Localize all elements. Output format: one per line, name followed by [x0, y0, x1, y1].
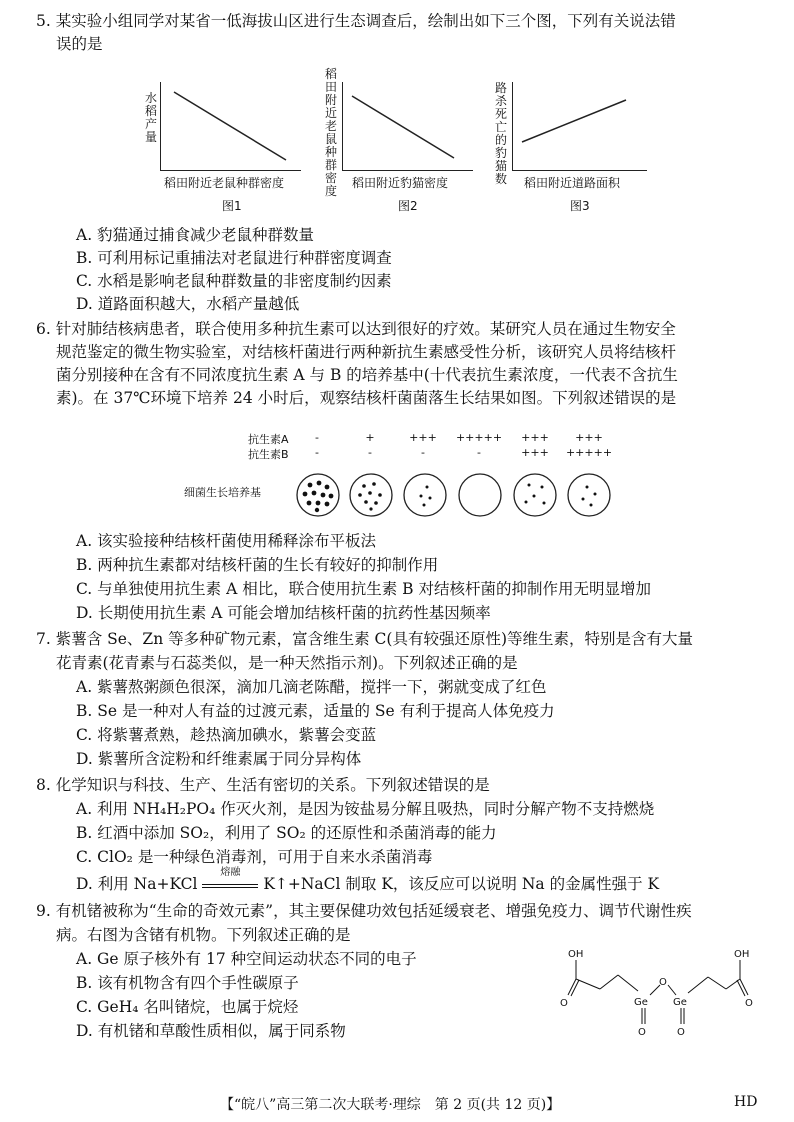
q7-option-a: A. 紫薯熬粥颜色很深，滴加几滴老陈醋，搅拌一下，粥就变成了红色 — [76, 678, 547, 696]
q9-option-b: B. 该有机物含有四个手性碳原子 — [76, 974, 299, 992]
q9-option-a: A. Ge 原子核外有 17 种空间运动状态不同的电子 — [76, 950, 417, 968]
petri-dish-1 — [297, 474, 339, 516]
fig1-xlabel: 稻田附近老鼠种群密度 — [164, 176, 285, 190]
q9-option-d: D. 有机锗和草酸性质相似，属于同系物 — [76, 1022, 346, 1040]
o-label-bridge: O — [659, 977, 667, 988]
dish-row-label: 细菌生长培养基 — [184, 486, 261, 499]
q7-option-c: C. 将紫薯煮熟，趁热滴加碘水，紫薯会变蓝 — [76, 726, 377, 744]
row-b-cell: +++ — [521, 446, 549, 459]
q8-option-b: B. 红酒中添加 SO₂，利用了 SO₂ 的还原性和杀菌消毒的能力 — [76, 824, 497, 842]
q6-stem-line3: 菌分别接种在含有不同浓度抗生素 A 与 B 的培养基中(十代表抗生素浓度，一代表不含抗生 — [56, 366, 678, 384]
q5-option-d: D. 道路面积越大，水稻产量越低 — [76, 295, 300, 313]
fig1-line — [160, 82, 300, 170]
o-label-right: O — [745, 998, 753, 1009]
q5-stem-line1: 5. 某实验小组同学对某省一低海拔山区进行生态调查后，绘制出如下三个图，下列有关说法错 — [36, 12, 676, 30]
ge-label-right: Ge — [673, 997, 687, 1008]
fig1-caption: 图1 — [222, 199, 242, 213]
petri-dish-2 — [350, 474, 392, 516]
q6-option-a: A. 该实验接种结核杆菌使用稀释涂布平板法 — [76, 532, 377, 550]
row-a-cell: + — [365, 431, 375, 444]
petri-dish-6 — [568, 474, 610, 516]
fig3-ylabel: 路杀死亡的豹猫数 — [494, 81, 507, 186]
q5-option-b: B. 可利用标记重捕法对老鼠进行种群密度调查 — [76, 249, 392, 267]
oh-label-left: OH — [568, 949, 584, 960]
petri-dish-5 — [514, 474, 556, 516]
q8-option-c: C. ClO₂ 是一种绿色消毒剂，可用于自来水杀菌消毒 — [76, 848, 433, 866]
q6-stem-line4: 素)。在 37℃环境下培养 24 小时后，观察结核杆菌菌落生长结果如图。下列叙述错误的是 — [56, 389, 677, 407]
q8-option-a: A. 利用 NH₄H₂PO₄ 作灭火剂，是因为铵盐易分解且吸热，同时分解产物不支持燃烧 — [76, 800, 655, 818]
q9-stem-line1: 9. 有机锗被称为“生命的奇效元素”，其主要保健功效包括延缓衰老、增强免疫力、调节代谢性疾 — [36, 902, 692, 920]
row-a-cell: +++ — [575, 431, 603, 444]
petri-dish-4 — [459, 474, 501, 516]
row-a-cell: +++ — [409, 431, 437, 444]
q6-option-b: B. 两种抗生素都对结核杆菌的生长有较好的抑制作用 — [76, 556, 439, 574]
reaction-arrow — [202, 867, 258, 888]
row-a-cell: +++++ — [455, 431, 503, 444]
q9-option-c: C. GeH₄ 名叫锗烷，也属于烷烃 — [76, 998, 299, 1016]
q6-stem-line2: 规范鉴定的微生物实验室，对结核杆菌进行两种新抗生素感受性分析，该研究人员将结核杆 — [56, 343, 677, 361]
q5-option-a: A. 豹猫通过捕食减少老鼠种群数量 — [76, 226, 315, 244]
fig2-line — [342, 82, 472, 170]
page-footer: 【“皖八”高三第二次大联考·理综 第 2 页(共 12 页)】 — [220, 1097, 561, 1113]
q8-stem: 8. 化学知识与科技、生产、生活有密切的关系。下列叙述错误的是 — [36, 776, 490, 794]
o-label-ge-right: O — [677, 1027, 685, 1038]
row-a-cell: - — [315, 431, 319, 444]
o-label-ge-left: O — [638, 1027, 646, 1038]
footer-code: HD — [734, 1094, 758, 1110]
ge-label-left: Ge — [634, 997, 648, 1008]
row-b-cell: - — [368, 446, 372, 459]
row-a-cell: +++ — [521, 431, 549, 444]
q5-option-c: C. 水稻是影响老鼠种群数量的非密度制约因素 — [76, 272, 392, 290]
fig1-ylabel: 水稻产量 — [144, 91, 157, 144]
o-label-left: O — [560, 998, 568, 1009]
q7-option-d: D. 紫薯所含淀粉和纤维素属于同分异构体 — [76, 750, 362, 768]
organogermanium-structure — [560, 945, 760, 1045]
fig2-caption: 图2 — [398, 199, 418, 213]
q6-stem-line1: 6. 针对肺结核病患者，联合使用多种抗生素可以达到很好的疗效。某研究人员在通过生物安全 — [36, 320, 676, 338]
q6-option-c: C. 与单独使用抗生素 A 相比，联合使用抗生素 B 对结核杆菌的抑制作用无明显增加 — [76, 580, 651, 598]
q7-stem-line2: 花青素(花青素与石蕊类似，是一种天然指示剂)。下列叙述正确的是 — [56, 654, 518, 672]
fig3-caption: 图3 — [570, 199, 590, 213]
antibiotic-a-label: 抗生素A — [248, 433, 289, 446]
q8-option-d-post: K↑+NaCl 制取 K，该反应可以说明 Na 的金属性强于 K — [263, 875, 660, 893]
q8-option-d — [76, 867, 660, 895]
row-b-cell: - — [315, 446, 319, 459]
petri-dish-3 — [404, 474, 446, 516]
petri-dishes — [290, 470, 630, 520]
fig3-xlabel: 稻田附近道路面积 — [524, 176, 621, 190]
fig3-line — [512, 82, 646, 170]
q7-stem-line1: 7. 紫薯含 Se、Zn 等多种矿物元素，富含维生素 C(具有较强还原性)等维生素，特别是含有大量 — [36, 630, 693, 648]
fig2-xlabel: 稻田附近豹猫密度 — [352, 176, 449, 190]
q7-option-b: B. Se 是一种对人有益的过渡元素，适量的 Se 有利于提高人体免疫力 — [76, 702, 555, 720]
reaction-condition: 熔融 — [220, 867, 241, 878]
q6-option-d: D. 长期使用抗生素 A 可能会增加结核杆菌的抗药性基因频率 — [76, 604, 491, 622]
q5-stem-line2: 误的是 — [56, 35, 103, 53]
antibiotic-b-label: 抗生素B — [248, 448, 289, 461]
row-b-cell: - — [477, 446, 481, 459]
oh-label-right: OH — [734, 949, 750, 960]
row-b-cell: +++++ — [565, 446, 613, 459]
row-b-cell: - — [421, 446, 425, 459]
q8-option-d-pre: D. 利用 Na+KCl — [76, 875, 198, 893]
fig2-ylabel: 稻田附近老鼠种群密度 — [324, 67, 337, 198]
q9-stem-line2: 病。右图为含锗有机物。下列叙述正确的是 — [56, 926, 351, 944]
